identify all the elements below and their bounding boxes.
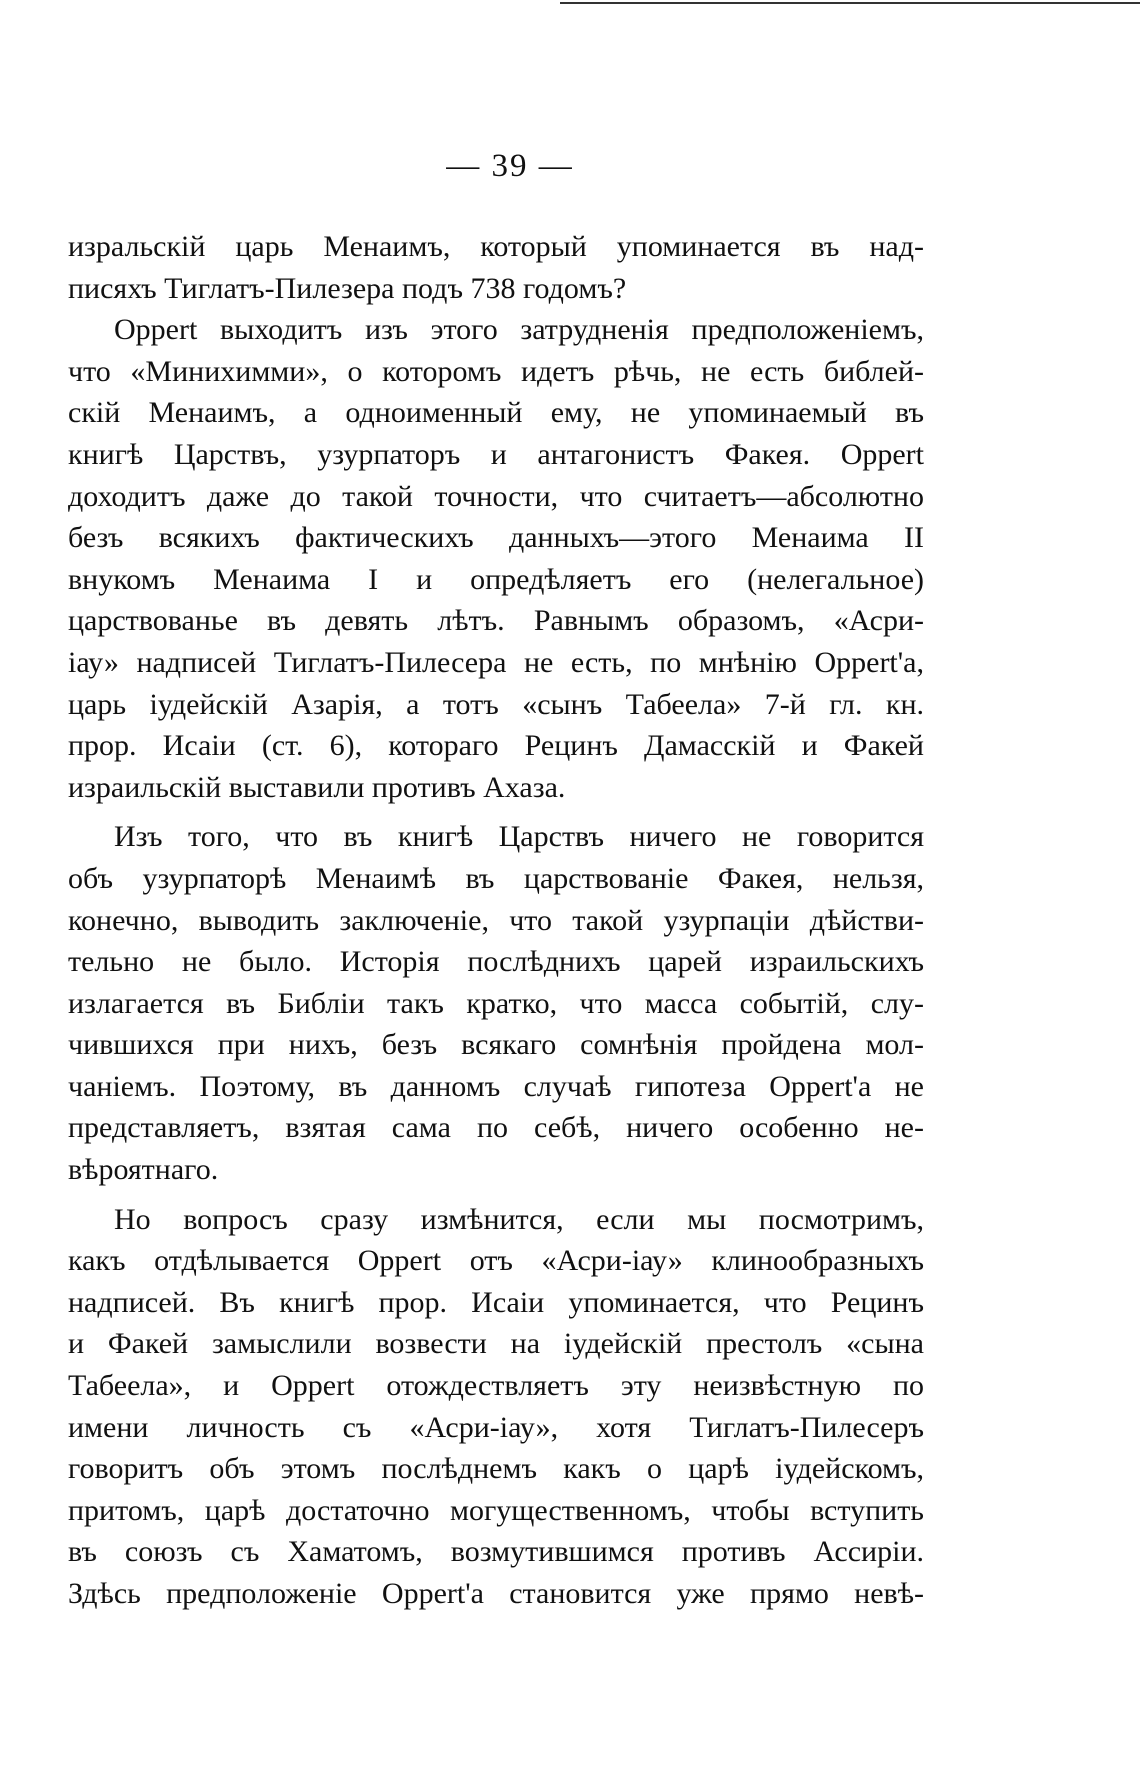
text-line: объ узурпаторѣ Менаимѣ въ царствованіе Факея, нельзя, xyxy=(68,861,924,895)
page-number: — 39 — xyxy=(446,148,574,184)
text-line: іау» надписей Тиглатъ-Пилесера не есть, по мнѣнію Oppert'а, xyxy=(68,645,924,679)
text-line: царствованье въ девять лѣтъ. Равнымъ образомъ, «Асри- xyxy=(68,604,924,638)
text-line: Изъ того, что въ книгѣ Царствъ ничего не говорится xyxy=(114,820,924,854)
text-line: надписей. Въ книгѣ прор. Исаіи упоминается, что Рецинъ xyxy=(68,1285,924,1319)
text-line: израильскій выставили противъ Ахаза. xyxy=(68,770,566,804)
text-line: какъ отдѣлывается Oppert отъ «Асри-іау» клинообразныхъ xyxy=(68,1244,924,1278)
text-line: Oppert выходитъ изъ этого затрудненія предположеніемъ, xyxy=(114,313,924,347)
text-line: прор. Исаіи (ст. 6), котораго Рецинъ Дамасскій и Факей xyxy=(68,729,924,763)
text-line: чаніемъ. Поэтому, въ данномъ случаѣ гипотеза Oppert'а не xyxy=(68,1069,924,1103)
text-line: излагается въ Библіи такъ кратко, что масса событій, слу- xyxy=(68,986,924,1020)
text-line: имени личность съ «Асри-іау», хотя Тиглатъ-Пилесеръ xyxy=(68,1410,924,1444)
paragraph-gap xyxy=(68,808,924,816)
body-text xyxy=(68,226,924,1615)
text-line: представляетъ, взятая сама по себѣ, ничего особенно не- xyxy=(68,1111,924,1145)
text-line: притомъ, царѣ достаточно могущественномъ, чтобы вступить xyxy=(68,1493,924,1527)
text-line: книгѣ Царствъ, узурпаторъ и антагонистъ Факея. Oppert xyxy=(68,437,924,471)
text-line: и Факей замыслили возвести на іудейскій престолъ «сына xyxy=(68,1327,924,1361)
text-line: писяхъ Тиглатъ-Пилезера подъ 738 годомъ? xyxy=(68,271,627,305)
top-rule xyxy=(560,2,1140,4)
text-line: говоритъ объ этомъ послѣднемъ какъ о царѣ іудейскомъ, xyxy=(68,1452,924,1486)
text-line: царь іудейскій Азарія, а тотъ «сынъ Табеела» 7-й гл. кн. xyxy=(68,687,924,721)
text-line: скій Менаимъ, а одноименный ему, не упоминаемый въ xyxy=(68,396,924,430)
paragraph-gap xyxy=(68,1191,924,1199)
text-line: внукомъ Менаима I и опредѣляетъ его (нелегальное) xyxy=(68,562,924,596)
text-line: Табеела», и Oppert отождествляетъ эту неизвѣстную по xyxy=(68,1369,924,1403)
text-line: доходитъ даже до такой точности, что считаетъ—абсолютно xyxy=(68,479,924,513)
text-line: чившихся при нихъ, безъ всякаго сомнѣнія пройдена мол- xyxy=(68,1028,924,1062)
text-line: тельно не было. Исторія послѣднихъ царей израильскихъ xyxy=(68,945,924,979)
text-line: въ союзъ съ Хаматомъ, возмутившимся противъ Ассиріи. xyxy=(68,1535,924,1569)
text-line: безъ всякихъ фактическихъ данныхъ—этого Менаима II xyxy=(68,521,924,555)
text-line: что «Минихимми», о которомъ идетъ рѣчь, не есть библей- xyxy=(68,354,924,388)
text-line: вѣроятнаго. xyxy=(68,1153,219,1187)
text-line: конечно, выводить заключеніе, что такой узурпаціи дѣйстви- xyxy=(68,903,924,937)
text-line: Здѣсь предположеніе Oppert'а становится уже прямо невѣ- xyxy=(68,1577,924,1610)
text-line: Но вопросъ сразу измѣнится, если мы посмотримъ, xyxy=(114,1202,924,1236)
text-line: изральскій царь Менаимъ, который упоминается въ над- xyxy=(68,230,924,263)
